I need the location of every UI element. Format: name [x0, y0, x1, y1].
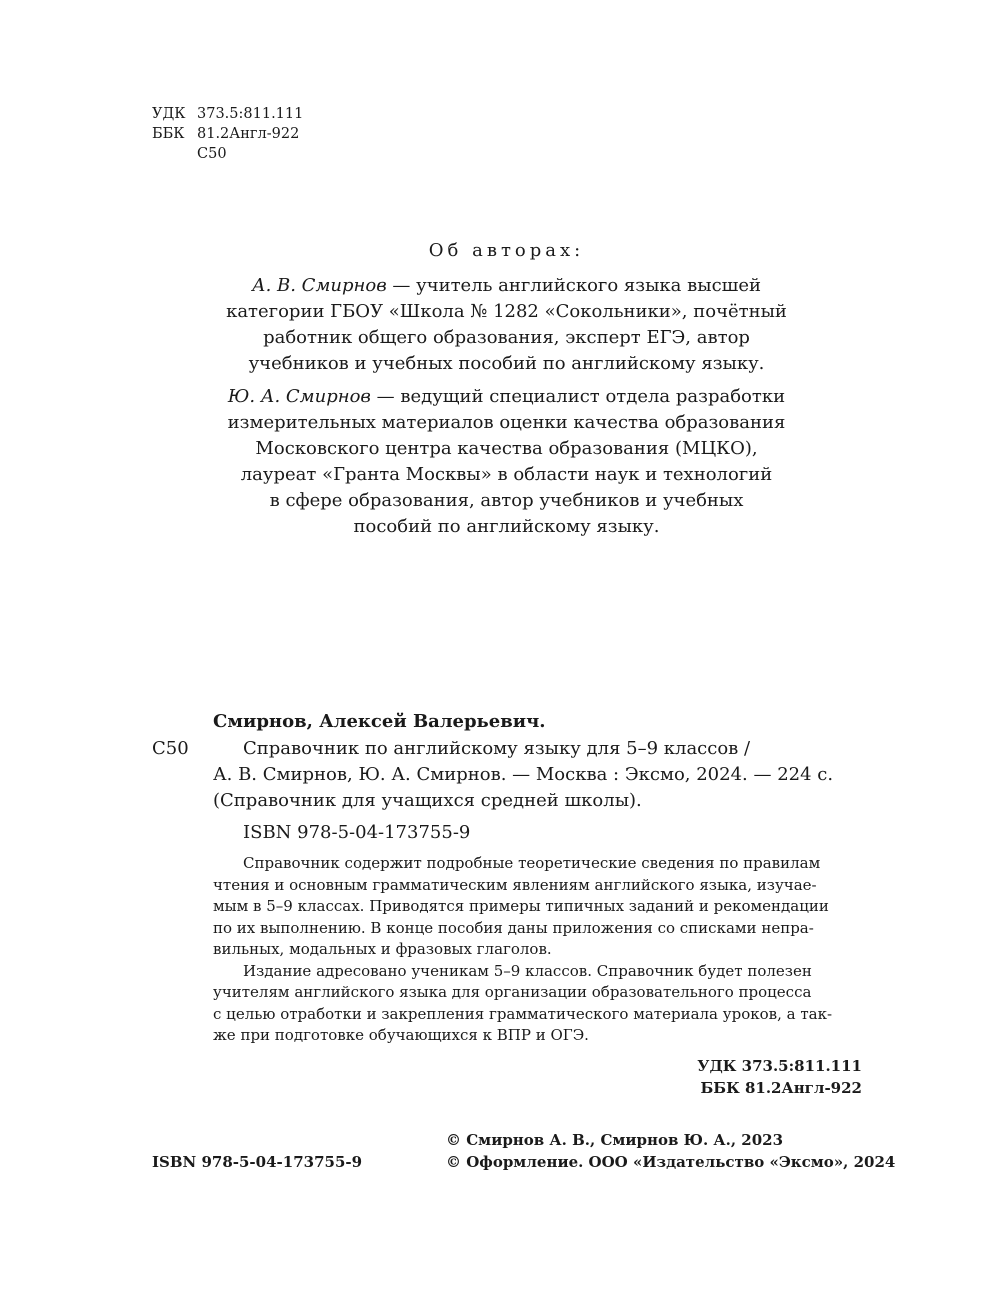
author2-name: Ю. А. Смирнов	[227, 386, 371, 407]
catalog-description: Справочник по английскому языку для 5–9 классов / А. В. Смирнов, Ю. А. Смирнов. — Москва : Эксмо, 2024. — 224 с. (Справочник для учащихся средней школы).	[213, 738, 834, 811]
author1-bio: А. В. Смирнов — учитель английского языка высшей категории ГБОУ «Школа № 1282 «Сокольники», почётный работник общего образования, эксперт ЕГЭ, автор учебников и учебных пособий по английскому языку.	[226, 275, 787, 374]
about-heading: Об авторах:	[428, 240, 585, 261]
udk-final: УДК 373.5:811.111	[697, 1057, 862, 1075]
catalog-isbn: ISBN 978-5-04-173755-9	[243, 822, 471, 843]
bbk-final: ББК 81.2Англ-922	[700, 1078, 862, 1097]
footer-isbn: ISBN 978-5-04-173755-9	[152, 1153, 363, 1171]
about-authors	[150, 238, 863, 540]
classification-codes	[152, 104, 303, 164]
copyright-design: © Оформление. ООО «Издательство «Эксмо», 2024	[446, 1152, 896, 1171]
bbk-value: 81.2Англ-922	[197, 126, 300, 142]
author-sign: С50	[197, 146, 227, 162]
bbk-label: ББК	[152, 126, 185, 142]
udk-label: УДК	[152, 106, 186, 122]
copyright-authors: © Смирнов А. В., Смирнов Ю. А., 2023	[446, 1131, 784, 1149]
author1-name: А. В. Смирнов	[251, 275, 387, 296]
catalog-author-heading: Смирнов, Алексей Валерьевич.	[213, 711, 546, 732]
udk-value: 373.5:811.111	[197, 106, 304, 122]
udk-row	[152, 104, 303, 124]
bbk-row	[152, 124, 303, 144]
author2-bio: Ю. А. Смирнов — ведущий специалист отдела разработки измерительных материалов оценки качества образования Московского центра качества образования (МЦКО), лауреат «Гранта Москвы» в области наук и технологий в сфере образования, автор учебников и учебных пособий по английскому языку.	[227, 386, 786, 537]
final-codes	[697, 1056, 862, 1099]
annotation: Справочник содержит подробные теоретические сведения по правилам чтения и основным грамматическим явлениям английского языка, изучае- мым в 5–9 классах. Приводятся примеры типичных заданий и рекомендации по их выполнению. В конце пособия даны приложения со списками непра- вильных, модальных и фразовых глаголов. Издание адресовано ученикам 5–9 классов. Справочник будет полезен учителям английского языка для организации образовательного процесса с целью отработки и закрепления грамматического материала уроков, а так- же при подготовке обучающихся к ВПР и ОГЭ.	[213, 854, 833, 1044]
copyright-block	[446, 1130, 895, 1173]
catalog-sign: С50	[152, 738, 189, 759]
author-sign-row	[152, 144, 303, 164]
